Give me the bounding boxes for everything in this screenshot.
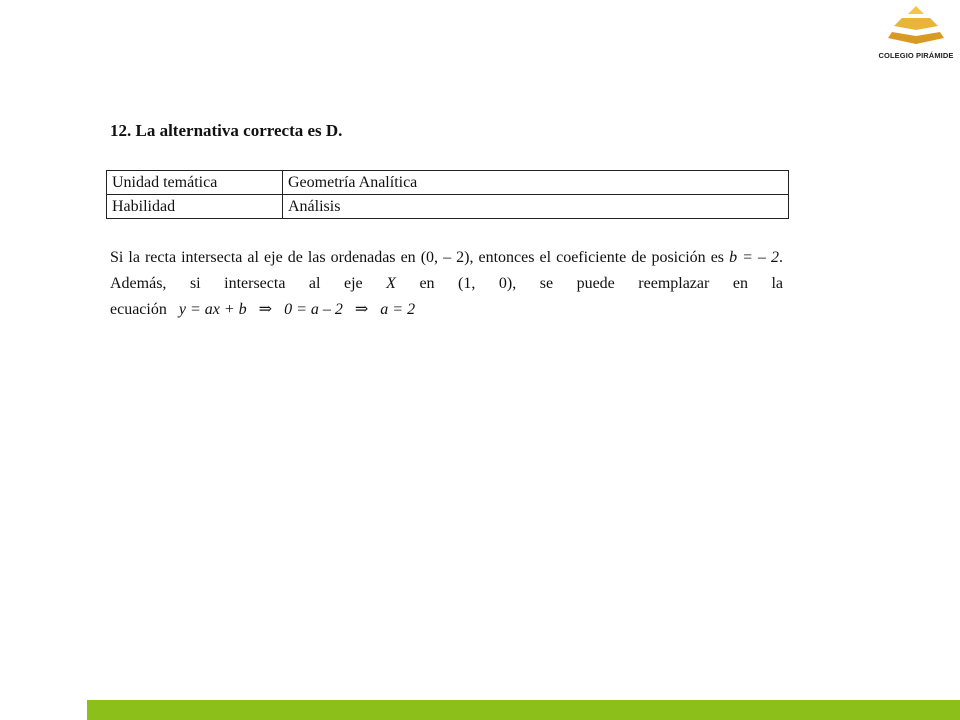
row-value: Análisis — [283, 195, 789, 219]
row-value: Geometría Analítica — [283, 171, 789, 195]
pyramid-logo-icon — [886, 4, 946, 50]
row-label: Habilidad — [107, 195, 283, 219]
axis-name: X — [386, 275, 396, 292]
table-row — [107, 171, 789, 195]
logo-text: COLEGIO PIRÁMIDE — [878, 51, 954, 60]
question-heading: 12. La alternativa correcta es D. — [110, 121, 343, 140]
row-label: Unidad temática — [107, 171, 283, 195]
footer-bar — [87, 700, 960, 720]
explanation-text-1: Si la recta intersecta al eje de las ordenadas en (0, – 2), entonces el coeficiente de posición es — [110, 249, 730, 266]
table-row — [107, 195, 789, 219]
school-logo — [872, 2, 960, 64]
info-table — [106, 170, 789, 219]
explanation-paragraph — [110, 245, 783, 323]
explanation-text-3: en (1, 0), se puede reemplazar en la ecuación — [110, 275, 784, 318]
b-equation: b = – 2 — [729, 249, 780, 266]
equation: y = ax + b ⇒ 0 = a – 2 ⇒ a = 2 — [178, 301, 416, 318]
explanation-text-2: . Además, si intersecta al eje — [110, 249, 784, 292]
